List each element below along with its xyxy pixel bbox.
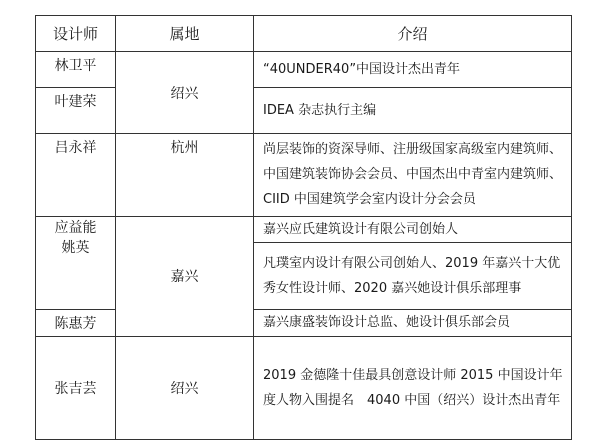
designer-cell (36, 216, 116, 309)
intro-cell: IDEA 杂志执行主编 (254, 88, 572, 134)
header-designer: 设计师 (36, 16, 116, 52)
header-region: 属地 (116, 16, 254, 52)
intro-cell: 凡璞室内设计有限公司创始人、2019 年嘉兴十大优秀女性设计师、2020 嘉兴她设计俱乐部理事 (254, 243, 572, 309)
designer-name: 姚英 (61, 239, 90, 256)
region-cell: 杭州 (116, 133, 254, 216)
table-row (36, 336, 572, 439)
designer-cell: 林卫平 (36, 52, 116, 88)
table-row (36, 133, 572, 216)
intro-cell: 嘉兴应氏建筑设计有限公司创始人 (254, 216, 572, 243)
region-cell: 绍兴 (116, 336, 254, 439)
region-cell: 绍兴 (116, 52, 254, 134)
designer-table (35, 15, 572, 440)
designer-cell: 陈惠芳 (36, 309, 116, 336)
designer-cell: 叶建荣 (36, 88, 116, 134)
designer-cell: 吕永祥 (36, 133, 116, 216)
intro-cell: 尚层装饰的资深导师、注册级国家高级室内建筑师、中国建筑装饰协会会员、中国杰出中青室内建筑师、CIID 中国建筑学会室内设计分会会员 (254, 133, 572, 216)
table-header-row (36, 16, 572, 52)
intro-cell: 2019 金德隆十佳最具创意设计师 2015 中国设计年度人物入围提名 4040 中国（绍兴）设计杰出青年 (254, 336, 572, 439)
intro-cell: 嘉兴康盛装饰设计总监、她设计俱乐部会员 (254, 309, 572, 336)
table-row (36, 216, 572, 243)
designer-cell: 张吉芸 (36, 336, 116, 439)
designer-name: 应益能 (54, 219, 97, 236)
table-row (36, 52, 572, 88)
header-intro: 介绍 (254, 16, 572, 52)
intro-cell: “40UNDER40”中国设计杰出青年 (254, 52, 572, 88)
region-cell: 嘉兴 (116, 216, 254, 336)
